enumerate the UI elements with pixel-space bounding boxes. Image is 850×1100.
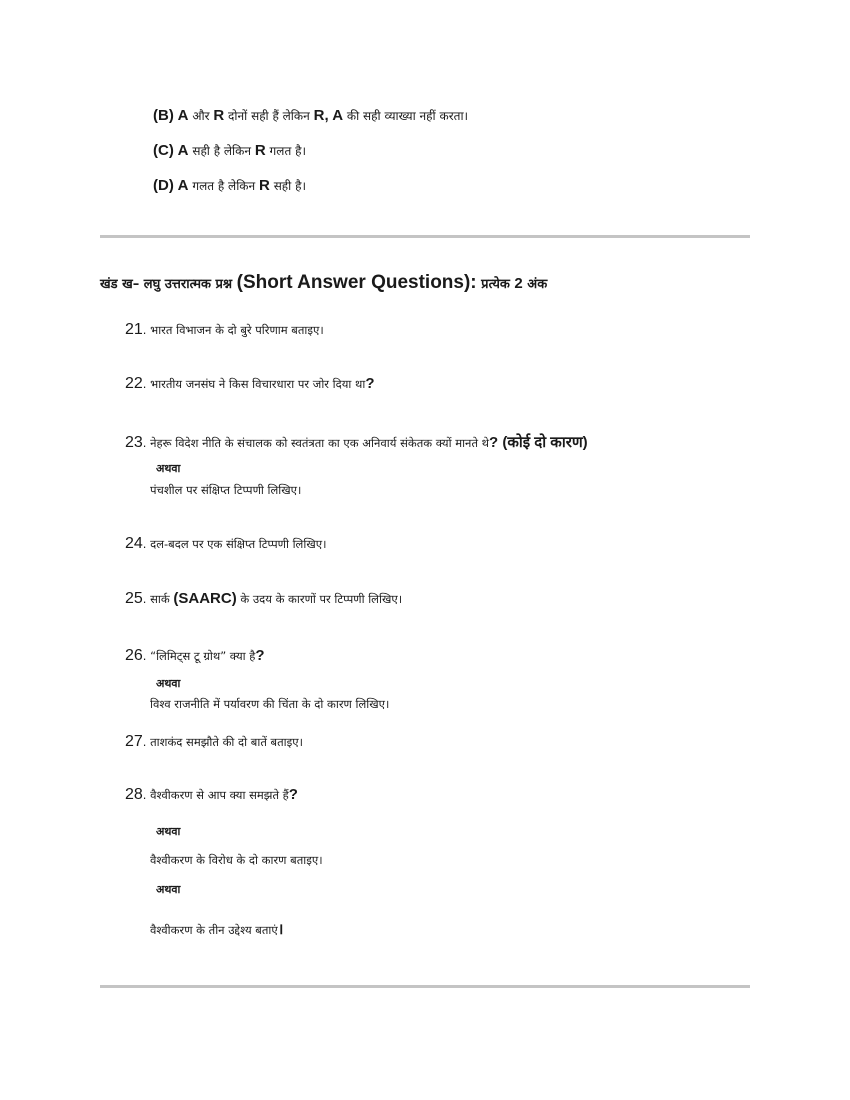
question-text: ताशकंद समझौते की दो बातें बताइए। xyxy=(150,735,304,749)
question-22: 22. भारतीय जनसंघ ने किस विचारधारा पर जोर दिया था? xyxy=(125,375,375,392)
alternate-question: विश्व राजनीति में पर्यावरण की चिंता के दो कारण लिखिए। xyxy=(150,697,390,711)
alternate-question: वैश्वीकरण के विरोध के दो कारण बताइए। xyxy=(150,853,323,867)
question-number: 21 xyxy=(125,321,143,338)
section-heading: खंड ख– लघु उत्तरात्मक प्रश्न (Short Answer Questions): प्रत्येक 2 अंक xyxy=(100,272,548,293)
or-label: अथवा xyxy=(156,677,181,690)
or-label: अथवा xyxy=(156,825,181,838)
option-b: (B) A और R दोनों सही हैं लेकिन R, A की सही व्याख्या नहीं करता। xyxy=(153,107,469,124)
option-label: (D) xyxy=(153,177,174,194)
question-27: 27. ताशकंद समझौते की दो बातें बताइए। xyxy=(125,733,304,750)
divider-bottom xyxy=(100,985,750,988)
option-d: (D) A गलत है लेकिन R सही है। xyxy=(153,177,307,194)
or-label: अथवा xyxy=(156,462,181,475)
question-text: वैश्वीकरण से आप क्या समझते हैं xyxy=(150,788,289,802)
question-text: भारत विभाजन के दो बुरे परिणाम बताइए। xyxy=(150,323,324,337)
question-number: 25 xyxy=(125,590,143,607)
option-c: (C) A सही है लेकिन R गलत है। xyxy=(153,142,307,159)
question-number: 23 xyxy=(125,434,143,451)
question-21: 21. भारत विभाजन के दो बुरे परिणाम बताइए। xyxy=(125,321,324,338)
question-number: 27 xyxy=(125,733,143,750)
question-text: दल-बदल पर एक संक्षिप्त टिप्पणी लिखिए। xyxy=(150,537,327,551)
question-text: नेहरू विदेश नीति के संचालक को स्वतंत्रता का एक अनिवार्य संकेतक क्यों मानते थे xyxy=(150,436,490,450)
question-26: 26. “लिमिट्स टू ग्रोथ” क्या है? xyxy=(125,647,265,664)
question-25: 25. सार्क (SAARC) के उदय के कारणों पर टिप्पणी लिखिए। xyxy=(125,590,403,607)
or-label: अथवा xyxy=(156,883,181,896)
divider-top xyxy=(100,235,750,238)
question-24: 24. दल-बदल पर एक संक्षिप्त टिप्पणी लिखिए। xyxy=(125,535,327,552)
question-number: 22 xyxy=(125,375,143,392)
question-number: 24 xyxy=(125,535,143,552)
question-28: 28. वैश्वीकरण से आप क्या समझते हैं? xyxy=(125,786,298,803)
question-number: 28 xyxy=(125,786,143,803)
option-label: (C) xyxy=(153,142,174,159)
option-label: (B) xyxy=(153,107,174,124)
question-text: “लिमिट्स टू ग्रोथ” क्या है xyxy=(150,649,256,663)
question-text: भारतीय जनसंघ ने किस विचारधारा पर जोर दिया था xyxy=(150,377,366,391)
question-number: 26 xyxy=(125,647,143,664)
alternate-question: वैश्वीकरण के तीन उद्देश्य बताएं। xyxy=(150,921,284,938)
question-23: 23. नेहरू विदेश नीति के संचालक को स्वतंत्रता का एक अनिवार्य संकेतक क्यों मानते थे? (कोई दो कारण) xyxy=(125,434,588,451)
alternate-question: पंचशील पर संक्षिप्त टिप्पणी लिखिए। xyxy=(150,483,302,497)
